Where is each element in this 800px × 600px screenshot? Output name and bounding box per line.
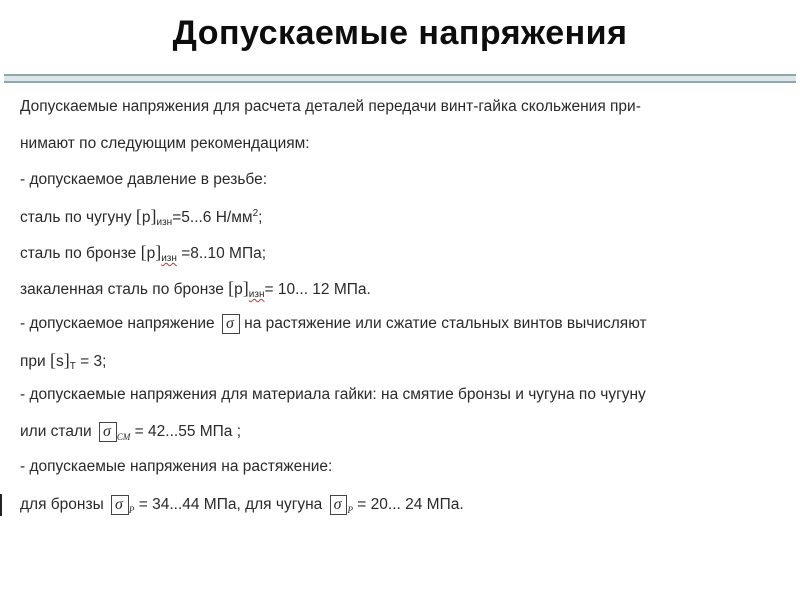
text-line-12 [20, 495, 464, 515]
text-fragment: = 20... 24 МПа. [352, 496, 464, 513]
text-fragment: =5...6 Н/мм [172, 209, 253, 226]
text-fragment: при [20, 353, 50, 370]
text-line-1: Допускаемые напряжения для расчета деталей передачи винт-гайка скольжения при- [20, 98, 641, 115]
text-line-6 [20, 278, 371, 301]
text-line-8 [20, 350, 106, 373]
bracket-open: [ [135, 206, 142, 226]
text-fragment: или стали [20, 423, 96, 440]
text-fragment: ; [258, 209, 263, 226]
text-fragment: = 3; [75, 353, 107, 370]
text-line-2: нимают по следующим рекомендациям: [20, 135, 310, 152]
text-fragment: = 10... 12 МПа. [264, 281, 371, 298]
subscript: изн [156, 217, 173, 228]
text-fragment: закаленная сталь по бронзе [20, 281, 229, 298]
bracket-open: [ [49, 350, 56, 370]
text-fragment: на растяжение или сжатие стальных винтов вычисляют [239, 315, 647, 332]
text-fragment: = 42...55 МПа ; [130, 423, 242, 440]
subscript: изн [248, 289, 265, 300]
slide-title: Допускаемые напряжения [172, 14, 628, 52]
sigma-symbol: σ [330, 495, 345, 515]
subscript: СМ [116, 432, 131, 442]
pressure-symbol: p [234, 281, 243, 298]
text-fragment: сталь по бронзе [20, 245, 141, 262]
text-cursor [0, 494, 2, 516]
subscript: P [347, 505, 353, 515]
bracket-close: ] [63, 350, 70, 370]
text-fragment: - допускаемое напряжение [20, 315, 219, 332]
sigma-symbol: σ [222, 314, 237, 334]
bracket-close: ] [155, 242, 162, 262]
pressure-symbol: p [141, 209, 151, 226]
text-line-9: - допускаемые напряжения для материала гайки: на смятие бронзы и чугуна по чугуну [20, 386, 646, 403]
bracket-close: ] [242, 278, 249, 298]
subscript: P [128, 505, 135, 515]
text-fragment: = 34...44 МПа, для чугуна [134, 496, 327, 513]
text-fragment: =8..10 МПа; [176, 245, 267, 262]
text-fragment: сталь по чугуну [20, 209, 136, 226]
text-fragment: для бронзы [20, 496, 109, 513]
text-line-4 [20, 206, 262, 229]
subscript: изн [161, 253, 177, 264]
text-line-5 [20, 242, 266, 265]
title-divider [4, 74, 796, 83]
subscript: T [69, 361, 76, 372]
bracket-close: ] [150, 206, 157, 226]
sigma-symbol: σ [111, 495, 126, 515]
text-line-10 [20, 422, 241, 442]
pressure-symbol: p [146, 245, 156, 262]
bracket-open: [ [140, 242, 147, 262]
sigma-symbol: σ [99, 422, 114, 442]
text-line-7 [20, 314, 647, 334]
safety-factor-symbol: s [55, 353, 64, 370]
bracket-open: [ [228, 278, 235, 298]
superscript: 2 [252, 208, 259, 219]
text-line-3: - допускаемое давление в резьбе: [20, 171, 268, 188]
text-line-11: - допускаемые напряжения на растяжение: [20, 458, 333, 475]
